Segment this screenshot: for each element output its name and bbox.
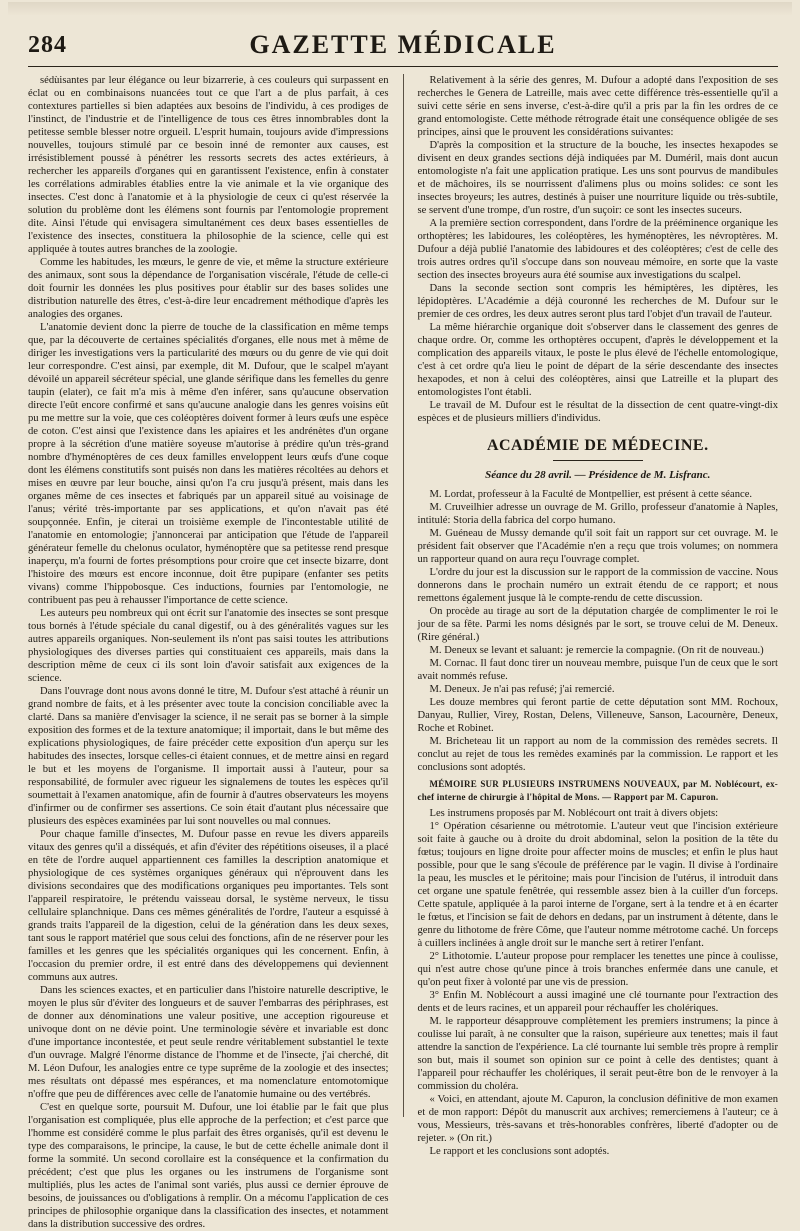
article-continuation: [418, 74, 779, 425]
heading-rule: [553, 460, 643, 461]
paragraph: M. Cornac. Il faut donc tirer un nouveau membre, puisque l'un de ceux que le sort avait nommés refuse.: [417, 658, 778, 682]
paragraph: La même hiérarchie organique doit s'observer dans le classement des genres de chaque ordre. Or, comme les orthoptères occupent, d'après le développement et la complication des appareils vitaux, le poste le plus élevé de l'échelle entomologique, c'est à cet ordre qu'a lieu le point de départ de la série descendante des insectes hexapodes, et non à celui des coléoptères, ainsi que Latreille et la plupart des entomologistes l'ont établi.: [417, 322, 778, 398]
paragraph: 3° Enfin M. Noblécourt a aussi imaginé une clé tournante pour l'extraction des dents et de leurs racines, et un appareil pour réchauffer les cholériques.: [417, 990, 778, 1014]
paragraph: Comme les habitudes, les mœurs, le genre de vie, et même la structure extérieure des animaux, sont sous la dépendance de l'organisation viscérale, l'étude de celle-ci doit fournir les données les plus positives pour établir sur des bases solides une distribution naturelle des êtres, c'est-à-dire leur encadrement méthodique d'après les analogies des organes.: [28, 257, 389, 320]
text-columns: [28, 74, 778, 1230]
paragraph: Relativement à la série des genres, M. Dufour a adopté dans l'exposition de ses recherches le Genera de Latreille, mais avec cette différence très-essentielle qu'il a suivi cette série en sens inverse, c'est-à-dire qu'il a pris par la fin les ordres de ce grand entomologiste. Cette méthode rétrograde était une conséquence obligée de ses principes, ainsi que le prouvent les considérations suivantes:: [417, 75, 778, 138]
paragraph: Dans la seconde section sont compris les hémiptères, les diptères, les lépidoptères. L'Académie a déjà couronné les recherches de M. Dufour sur le premier de ces ordres, les deux autres seront plus tard l'objet d'un travail de l'auteur.: [417, 283, 778, 320]
left-column: [28, 74, 389, 1230]
paragraph: M. Deneux. Je n'ai pas refusé; j'ai remercié.: [429, 684, 615, 695]
paragraph: Les auteurs peu nombreux qui ont écrit sur l'anatomie des insectes se sont presque tous bornés à l'étude spéciale du canal digestif, ou à des généralités vagues sur les autres appareils organiques. Non-seulement ils n'ont pas saisi toutes les attributions physiologiques des diverses parties qui constituaient ces appareils, mais dans la description même de ceux ci ils sont loin d'avoir satisfait aux exigences de la science.: [28, 608, 389, 684]
paragraph: L'ordre du jour est la discussion sur le rapport de la commission de vaccine. Nous donnerons dans le prochain numéro un extrait étendu de ce rapport; et nous remettons également jusque là le compte-rendu de cette discussion.: [417, 567, 778, 604]
page-header: [28, 30, 778, 67]
academy-heading: ACADÉMIE DE MÉDECINE.: [486, 437, 709, 454]
paragraph: 1° Opération césarienne ou métrotomie. L'auteur veut que l'incision extérieure soit faite à gauche ou à droite du droit abdominal, selon la position de la tête du fœtus; toujours en ligne droite pour affecter moins de muscles; et enfin le plus haut possible, pour que le sang s'écoule de préférence par le vagin. Il divise à l'ordinaire la peau, les muscles et le péritoine; mais pour l'incision de l'utérus, il introduit dans cet organe une spatule fenêtrée, qui ressemble assez bien à la cuiller d'un forceps. Cette spatule, appliquée à la paroi interne de l'organe, sert à la tendre et à en écarter le fœtus, et l'incision se fait de dehors en dedans, par un instrument à détente, dans le genre du lithotome de frère Côme, que l'auteur nomme métrotome caché. Un forceps à cuillers inclinées à angle droit sur le manche sert à retirer l'enfant.: [417, 821, 778, 949]
paragraph: D'après la composition et la structure de la bouche, les insectes hexapodes se divisent en deux grandes sections déjà indiquées par M. Duméril, mais dont aucun entomologiste n'a fait une application pratique. Les uns sont pourvus de mandibules et de mâchoires, ils se nourrissent d'alimens plus ou moins solides: ce sont les insectes broyeurs; les autres, destinés à puiser une nourriture liquide ou très-subtile, se servent d'une trompe, d'un rostre, d'un suçoir: ce sont les insectes suceurs.: [417, 140, 778, 216]
instruments-report: [418, 807, 779, 1158]
instruments-heading: MÉMOIRE SUR PLUSIEURS INSTRUMENS NOUVEAUX, par M. Noblécourt, ex-chef interne de chirurgie à l'hôpital de Mons. — Rapport par M. Capuron.: [417, 779, 778, 802]
paragraph: M. Deneux se levant et saluant: je remercie la compagnie. (On rit de nouveau.): [429, 645, 764, 656]
paragraph: 2° Lithotomie. L'auteur propose pour remplacer les tenettes une pince à coulisse, qui n'est autre chose qu'une pince à trois branches enfermée dans une canule, et qu'on peut fixer à volonté par une vis de pression.: [417, 951, 778, 988]
academy-minutes: [418, 488, 779, 774]
paragraph: L'anatomie devient donc la pierre de touche de la classification en même temps que, par la découverte de certaines spécialités d'organes, elle nous met à même de diriger les investigations vers la particularité des mœurs ou du genre de vie qui doit leur correspondre. C'est ainsi, par exemple, dit M. Dufour, que le scalpel m'ayant dévoilé un appareil sécréteur spécial, une glande sérifique dans les femelles du genre taupin (elater), ce fait m'a mis à même d'en inférer, sans qu'aucune observation directe l'eût encore confirmé et sans qu'aucune analogie dans les genres voisins eût pu me mettre sur la voie, que ces coléoptères doivent former à leurs œufs une espèce de coton. C'est ainsi que l'existence dans les apiaires et les andrénètes d'un organe propre à la sécrétion d'une matière soyeuse m'autorise à prédire qu'un très-grand nombre d'hyménoptères de ces deux familles enveloppent leurs œufs d'une coque dont les élémens constitutifs sont puisés non dans les matières récoltées au dehors et mises en œuvre par leur bouche, ainsi qu'on l'a cru jusqu'à présent, mais dans les organes même de ces insectes et fabriqués par un appareil situé au voisinage de l'anus; vérité très-importante par ses applications, et qu'on n'avait pas été soupçonnée. Enfin, je citerai un troisième exemple de l'incontestable utilité de l'anatomie en entomologie; j'annoncerai par anticipation que l'étude de l'appareil générateur femelle du chelonus oculator, hyménoptère que sa petitesse rend presque inaperçu, m'a fourni de fortes présomptions pour croire que cet insecte bizarre, dont l'histoire des mœurs est encore inconnue, doit être pupipare (enfanter ses petits vivans) comme l'hippobosque. Ces inductions, fournies par l'entomologie, ne contribuent pas peu à rehausser l'importance de cette science.: [28, 322, 389, 606]
paragraph: Le travail de M. Dufour est le résultat de la dissection de cent quatre-vingt-dix espèces et de plusieurs milliers d'individus.: [417, 400, 778, 424]
paragraph: Pour chaque famille d'insectes, M. Dufour passe en revue les divers appareils vitaux des genres qu'il a disséqués, et afin d'éviter des répétitions oiseuses, il a placé en tête de l'ordre auquel appartiennent ces familles la description anatomique et physiologique de ces systèmes organiques généraux qui n'éprouvent dans les divisions secondaires que des modifications organiques peu importantes. Tels sont l'appareil respiratoire, le prétendu vaisseau dorsal, le système nerveux, le tissu cellulaire splanchnique. Dans ces mêmes généralités de l'ordre, l'auteur a esquissé à grands traits l'appareil de la digestion, celui de la génération dans les deux sexes, tant sous le rapport matériel que sous celui des fonctions, afin de ne réserver pour les familles et les genres que les spécialités organiques qui les concernent. Enfin, à l'occasion du premier ordre, il est entré dans des développemens qui deviennent communs aux autres.: [28, 829, 389, 983]
page-number: 284: [28, 32, 67, 58]
column-divider: [403, 74, 404, 1117]
paragraph: C'est en quelque sorte, poursuit M. Dufour, une loi établie par le fait que plus l'organisation est compliquée, plus elle approche de la perfection; et c'est parce que l'homme est considéré comme le plus parfait des êtres organisés, qu'il est devenu le type des comparaisons, le principe, la cause, le but de cette échelle animale dont il forme la sommité. Un second corollaire est la conséquence et la confirmation du précédent; c'est que plus les organes ou les instrumens de l'organisme sont multipliés, plus les actes de l'animal sont variés, plus aussi ce dernier éprouve de besoins, de jouissances ou d'obligations à remplir. On a mécomu l'application de ces principes de philosophie organique dans la classification des insectes, et notamment dans la distribution successive des ordres.: [28, 1102, 389, 1230]
paragraph: Dans les sciences exactes, et en particulier dans l'histoire naturelle descriptive, le moyen le plus sûr d'éviter des longueurs et de sauver l'embarras des périphrases, est de donner aux dénominations une valeur positive, une acception rigoureuse et univoque dont on ne dévie point. Une terminologie sévère et invariable est donc d'une importance incontestée, et peut seule rendre véritablement substantiel le texte d'un ouvrage. Malgré l'énorme distance de l'homme et de l'insecte, j'ai cherché, dit M. Léon Dufour, les analogies entre ce type suprême de la zoologie et des insectes; mes résultats ont dépassé mes espérances, et ma nomenclature entomotomique n'offre que peu de différences avec celle de l'anatomie humaine ou des vertébrés.: [28, 985, 389, 1100]
paragraph: A la première section correspondent, dans l'ordre de la prééminence organique les orthoptères; les labidoures, les coléoptères, les hyménoptères, les névroptères. M. Dufour a déjà publié l'anatomie des labidoures et des coléoptères; c'est de celle des trois autres ordres qu'il s'occupe dans son nouveau mémoire, en sorte que la vaste section des insectes broyeurs aura été soumise aux investigations du scalpel.: [417, 218, 778, 281]
bleed-through-strip: [8, 2, 792, 16]
paragraph: Les douze membres qui feront partie de cette députation sont MM. Rochoux, Danyau, Rullier, Virey, Rostan, Delens, Villeneuve, Sanson, Lacournère, Deneux, Roche et Robinet.: [417, 697, 778, 734]
paragraph: Les instrumens proposés par M. Noblécourt ont trait à divers objets:: [429, 808, 719, 819]
right-column: [417, 74, 779, 1157]
paragraph: On procède au tirage au sort de la députation chargée de complimenter le roi le jour de sa fête. Parmi les noms désignés par le sort, se trouve celui de M. Deneux. (Rire général.): [417, 606, 778, 643]
paragraph: M. Bricheteau lit un rapport au nom de la commission des remèdes secrets. Il conclut au rejet de tous les remèdes examinés par la commission. Le rapport et les conclusions sont adoptés.: [417, 736, 778, 773]
paragraph: « Voici, en attendant, ajoute M. Capuron, la conclusion définitive de mon examen et de mon rapport: Dépôt du manuscrit aux archives; remerciemens à l'auteur; ce à vous, Messieurs, très-savans et très-honorables confrères, liberté d'adopter ou de rejeter. » (On rit.): [417, 1094, 778, 1144]
paragraph: Dans l'ouvrage dont nous avons donné le titre, M. Dufour s'est attaché à réunir un grand nombre de faits, et à les présenter avec toute la concision conciliable avec la clarté. Dans sa manière d'envisager la science, il ne serait pas se borner à la simple exposition des formes et de la texture anatomique; il importait, dans le but même des explications physiologiques, de faire précéder cette exposition d'un aperçu sur les habitudes des insectes, lorsque celles-ci étaient connues, et de mettre ainsi en regard le but et les moyens de l'organisme. Il importait aussi à l'auteur, pour sa responsabilité, de formuler avec rigueur les signalemens de toutes les espèces qu'il soumettait à l'examen anatomique, afin de fournir à d'autres observateurs les moyens d'infirmer ou de confirmer ses assertions. Ce soin était d'autant plus nécessaire que plusieurs des espèces examinées par lui sont nouvelles ou mal connues.: [28, 686, 389, 827]
paragraph: M. Lordat, professeur à la Faculté de Montpellier, est présent à cette séance.: [429, 489, 753, 500]
session-line: Séance du 28 avril. — Présidence de M. Lisfranc.: [485, 469, 711, 481]
paragraph: M. Cruveilhier adresse un ouvrage de M. Grillo, professeur d'anatomie à Naples, intitulé: Storia della fabrica del corpo humano.: [417, 502, 778, 526]
paragraph: sédùisantes par leur élégance ou leur bizarrerie, à ces couleurs qui surpassent en éclat ou en combinaisons nuancées tout ce que l'art a de plus parfait, à ces contextures partielles si bien adaptées aux besoins de l'individu, à ces prodiges de l'instinct, de l'industrie et de l'intelligence de tous ces êtres innombrables dont la petitesse semble blesser notre orgueil. L'esprit humain, toujours avide d'impressions nouvelles, toujours stimulé par ce besoin inné de remonter aux causes, est irrésistiblement poussé à pénétrer les ressorts secrets des actes extérieurs, à rechercher les appareils d'organes qui en garantissent l'existence, enfin à constater les corrélations admirables établies entre la vie animale et la vie organique des insectes. C'est donc à l'anatomie et à la physiologie de ceux ci qu'est réservée la solution du problème dont les élémens sont fournis par l'entomologie proprement dite. Ainsi l'étude qui envisagera simultanément ces deux bases essentielles de l'existence des insectes, constituera la philosophie de la science, celle qui est appliquée à toutes autres branches de la zoologie.: [28, 75, 389, 255]
journal-title: GAZETTE MÉDICALE: [249, 30, 557, 59]
paragraph: Le rapport et les conclusions sont adoptés.: [429, 1146, 610, 1157]
paragraph: M. le rapporteur désapprouve complètement les premiers instrumens; la pince à coulisse lui paraît, à ne consulter que la raison, supérieure aux tenettes; mais il faut attendre la sanction de l'expérience. La clé tournante lui semble très propre à remplir son but, mais il soumet son opinion sur ce point à celle des dentistes; quant à l'appareil pour réchauffer les cholériques, il serait peut-être bon de le renvoyer à la commission du choléra.: [417, 1016, 778, 1092]
paragraph: M. Guéneau de Mussy demande qu'il soit fait un rapport sur cet ouvrage. M. le président fait observer que l'Académie n'en a reçu que trois volumes; on nommera un rapporteur quand on aura reçu l'ouvrage complet.: [417, 528, 778, 565]
